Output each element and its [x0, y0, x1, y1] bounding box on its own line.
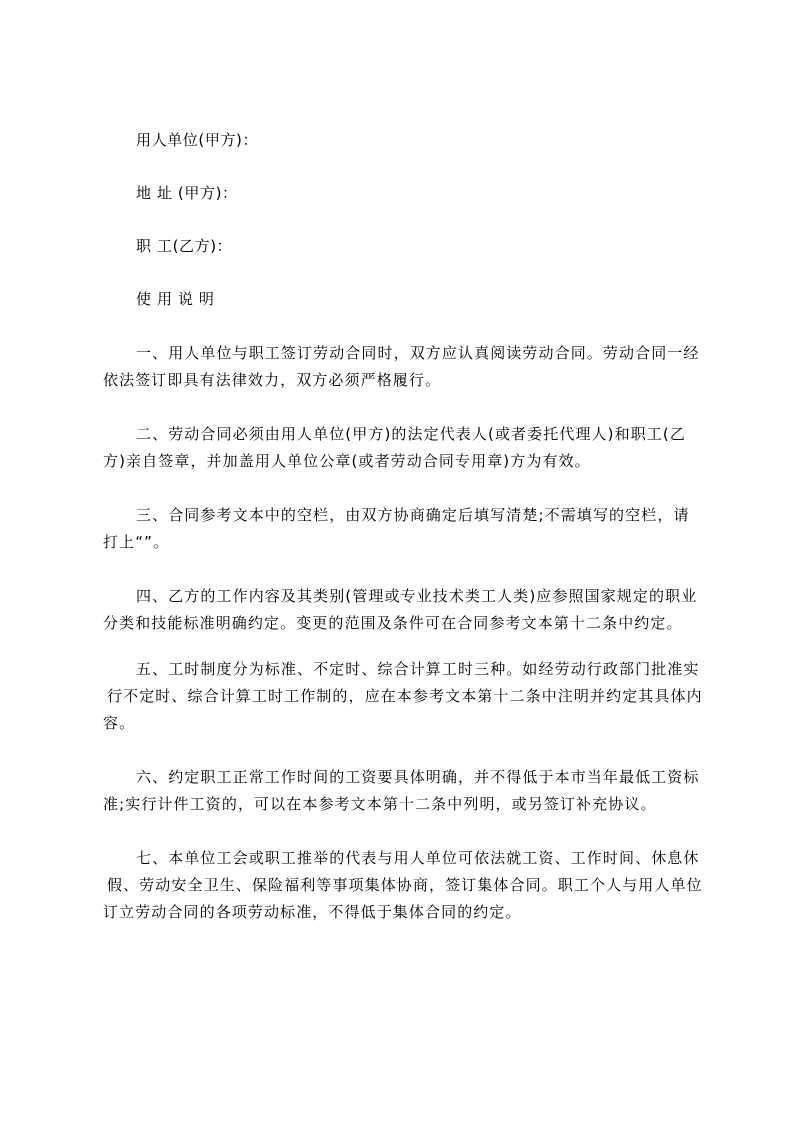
paragraph-3-line-2: 打上“”。 [103, 533, 170, 551]
paragraph-1-line-1: 一、用人单位与职工签订劳动合同时，双方应认真阅读劳动合同。劳动合同一经 [136, 344, 700, 362]
paragraph-5-line-2: 行不定时、综合计算工时工作制的，应在本参考文本第十二条中注明并约定其具体内 [107, 687, 703, 705]
paragraph-2-line-2: 方)亲自签章，并加盖用人单位公章(或者劳动合同专用章)方为有效。 [103, 452, 591, 470]
paragraph-5-line-1: 五、工时制度分为标准、不定时、综合计算工时三种。如经劳动行政部门批准实 [136, 660, 700, 678]
paragraph-4-line-2: 分类和技能标准明确约定。变更的范围及条件可在合同参考文本第十二条中约定。 [103, 614, 683, 632]
paragraph-3-line-1: 三、合同参考文本中的空栏，由双方协商确定后填写清楚;不需填写的空栏，请 [136, 506, 690, 524]
employee-field-label: 职 工(乙方)： [136, 237, 233, 255]
paragraph-2-line-1: 二、劳动合同必须由用人单位(甲方)的法定代表人(或者委托代理人)和职工(乙 [136, 425, 686, 443]
paragraph-7-line-3: 订立劳动合同的各项劳动标准，不得低于集体合同的约定。 [103, 903, 522, 921]
paragraph-6-line-1: 六、约定职工正常工作时间的工资要具体明确，并不得低于本市当年最低工资标 [136, 768, 700, 786]
paragraph-1-line-2: 依法签订即具有法律效力，双方必须严格履行。 [103, 371, 442, 389]
paragraph-5-line-3: 容。 [103, 714, 136, 732]
paragraph-7-line-1: 七、本单位工会或职工推举的代表与用人单位可依法就工资、工作时间、休息休 [136, 849, 700, 867]
instructions-title: 使 用 说 明 [136, 290, 215, 308]
employer-field-label: 用人单位(甲方)： [136, 131, 259, 149]
address-field-label: 地 址 (甲方)： [136, 184, 238, 202]
paragraph-4-line-1: 四、乙方的工作内容及其类别(管理或专业技术类工人类)应参照国家规定的职业 [136, 587, 698, 605]
paragraph-6-line-2: 准;实行计件工资的，可以在本参考文本第十二条中列明，或另签订补充协议。 [103, 795, 657, 813]
paragraph-7-line-2: 假、劳动安全卫生、保险福利等事项集体协商，签订集体合同。职工个人与用人单位 [107, 876, 703, 894]
